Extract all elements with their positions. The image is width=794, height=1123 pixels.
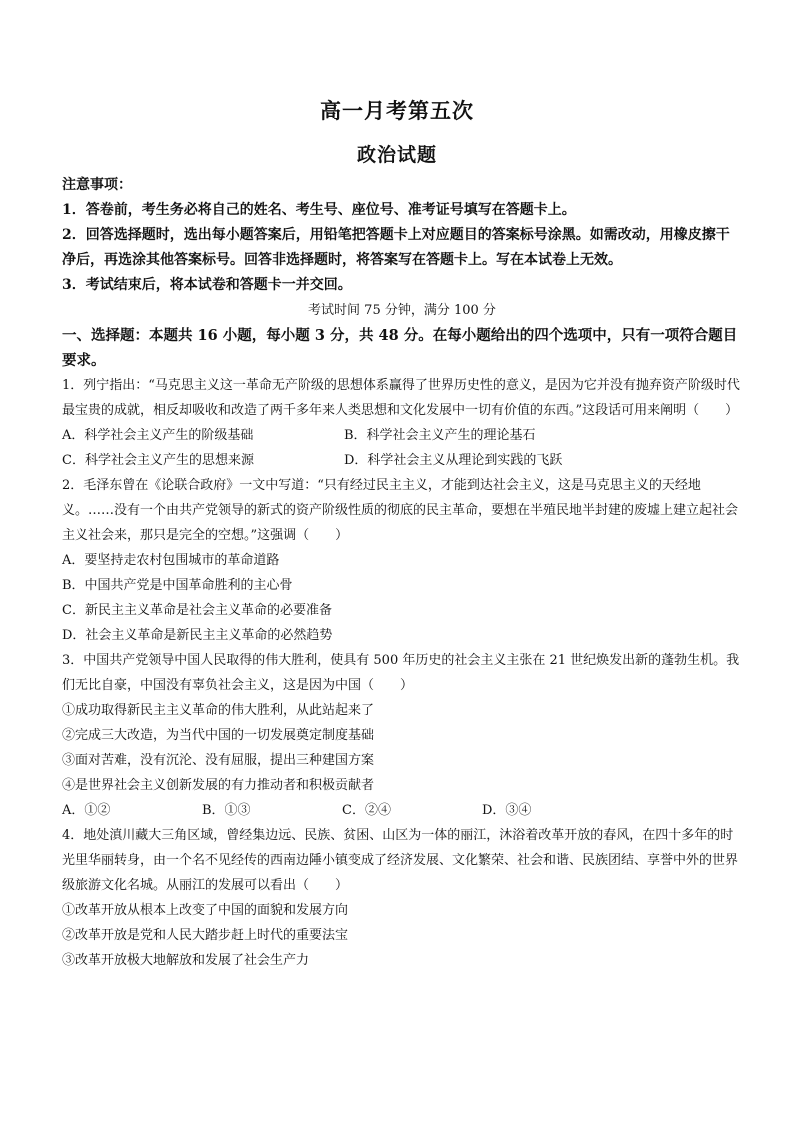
statement-3: ③改革开放极大地解放和发展了社会生产力 — [62, 953, 310, 968]
options-row — [62, 798, 742, 823]
question-3 — [62, 648, 742, 823]
statement-4: ④是世界社会主义创新发展的有力推动者和积极贡献者 — [62, 778, 375, 793]
options-row — [62, 423, 742, 448]
option-a: A．要坚持走农村包围城市的革命道路 — [62, 553, 280, 568]
question-stem: 3．中国共产党领导中国人民取得的伟大胜利，使具有 500 年历史的社会主义主张在 21 世纪焕发出新的蓬勃生机。我们无比自豪，中国没有辜负社会主义，这是因为中国（ ） — [62, 653, 740, 693]
statement-3: ③面对苦难，没有沉沦、没有屈服，提出三种建国方案 — [62, 753, 375, 768]
question-stem: 2．毛泽东曾在《论联合政府》一文中写道：“只有经过民主主义，才能到达社会主义，这是马克思主义的天经地义。……没有一个由共产党领导的新式的资产阶级性质的彻底的民主革命，要想在半殖民地半封建的废墟上建立起社会主义社会来，那只是完全的空想。”这强调（ ） — [62, 478, 739, 543]
statement-2: ②改革开放是党和人民大踏步赶上时代的重要法宝 — [62, 928, 349, 943]
page-title: 高一月考第五次 — [320, 98, 474, 123]
option-b: B．科学社会主义产生的理论基石 — [344, 428, 536, 443]
option-b: B．①③ — [202, 803, 251, 818]
option-d: D．社会主义革命是新民主主义革命的必然趋势 — [62, 628, 333, 643]
question-stem: 1．列宁指出：“马克思主义这一革命无产阶级的思想体系赢得了世界历史性的意义，是因为它并没有抛弃资产阶级时代最宝贵的成就，相反却吸收和改造了两千多年来人类思想和文化发展中一切有价值的东西。”这段话可用来阐明（ ） — [62, 378, 740, 418]
statement-1: ①成功取得新民主主义革命的伟大胜利，从此站起来了 — [62, 703, 375, 718]
question-4 — [62, 823, 742, 973]
option-d: D．③④ — [482, 803, 532, 818]
section-heading: 一、选择题：本题共 16 小题，每小题 3 分，共 48 分。在每小题给出的四个选项中，只有一项符合题目要求。 — [62, 327, 738, 369]
option-b: B．中国共产党是中国革命胜利的主心骨 — [62, 578, 293, 593]
question-stem: 4．地处滇川藏大三角区域，曾经集边远、民族、贫困、山区为一体的丽江，沐浴着改革开放的春风，在四十多年的时光里华丽转身，由一个名不见经传的西南边陲小镇变成了经济发展、文化繁荣、社会和谐、民族团结、享誉中外的世界级旅游文化名城。从丽江的发展可以看出（ ） — [62, 828, 739, 893]
notice-item-1: 1．答卷前，考生务必将自己的姓名、考生号、座位号、准考证号填写在答题卡上。 — [62, 202, 576, 218]
option-c: C．新民主主义革命是社会主义革命的必要准备 — [62, 603, 332, 618]
option-c: C．科学社会主义产生的思想来源 — [62, 453, 254, 468]
option-d: D．科学社会主义从理论到实践的飞跃 — [344, 453, 563, 468]
exam-info: 考试时间 75 分钟，满分 100 分 — [308, 303, 496, 318]
statement-1: ①改革开放从根本上改变了中国的面貌和发展方向 — [62, 903, 349, 918]
exam-body — [62, 173, 742, 973]
notice-label: 注意事项： — [62, 177, 132, 193]
question-2 — [62, 473, 742, 648]
notice-item-2: 2．回答选择题时，选出每小题答案后，用铅笔把答题卡上对应题目的答案标号涂黑。如需改动，用橡皮擦干净后，再选涂其他答案标号。回答非选择题时，将答案写在答题卡上。写在本试卷上无效。 — [62, 227, 730, 268]
notice-block — [62, 173, 742, 298]
option-c: C．②④ — [342, 803, 391, 818]
option-a: A．科学社会主义产生的阶级基础 — [62, 428, 254, 443]
option-a: A．①② — [62, 803, 111, 818]
statement-2: ②完成三大改造，为当代中国的一切发展奠定制度基础 — [62, 728, 375, 743]
notice-item-3: 3．考试结束后，将本试卷和答题卡一并交回。 — [62, 277, 352, 293]
page-subtitle: 政治试题 — [356, 144, 437, 166]
options-row — [62, 448, 742, 473]
question-1 — [62, 373, 742, 473]
